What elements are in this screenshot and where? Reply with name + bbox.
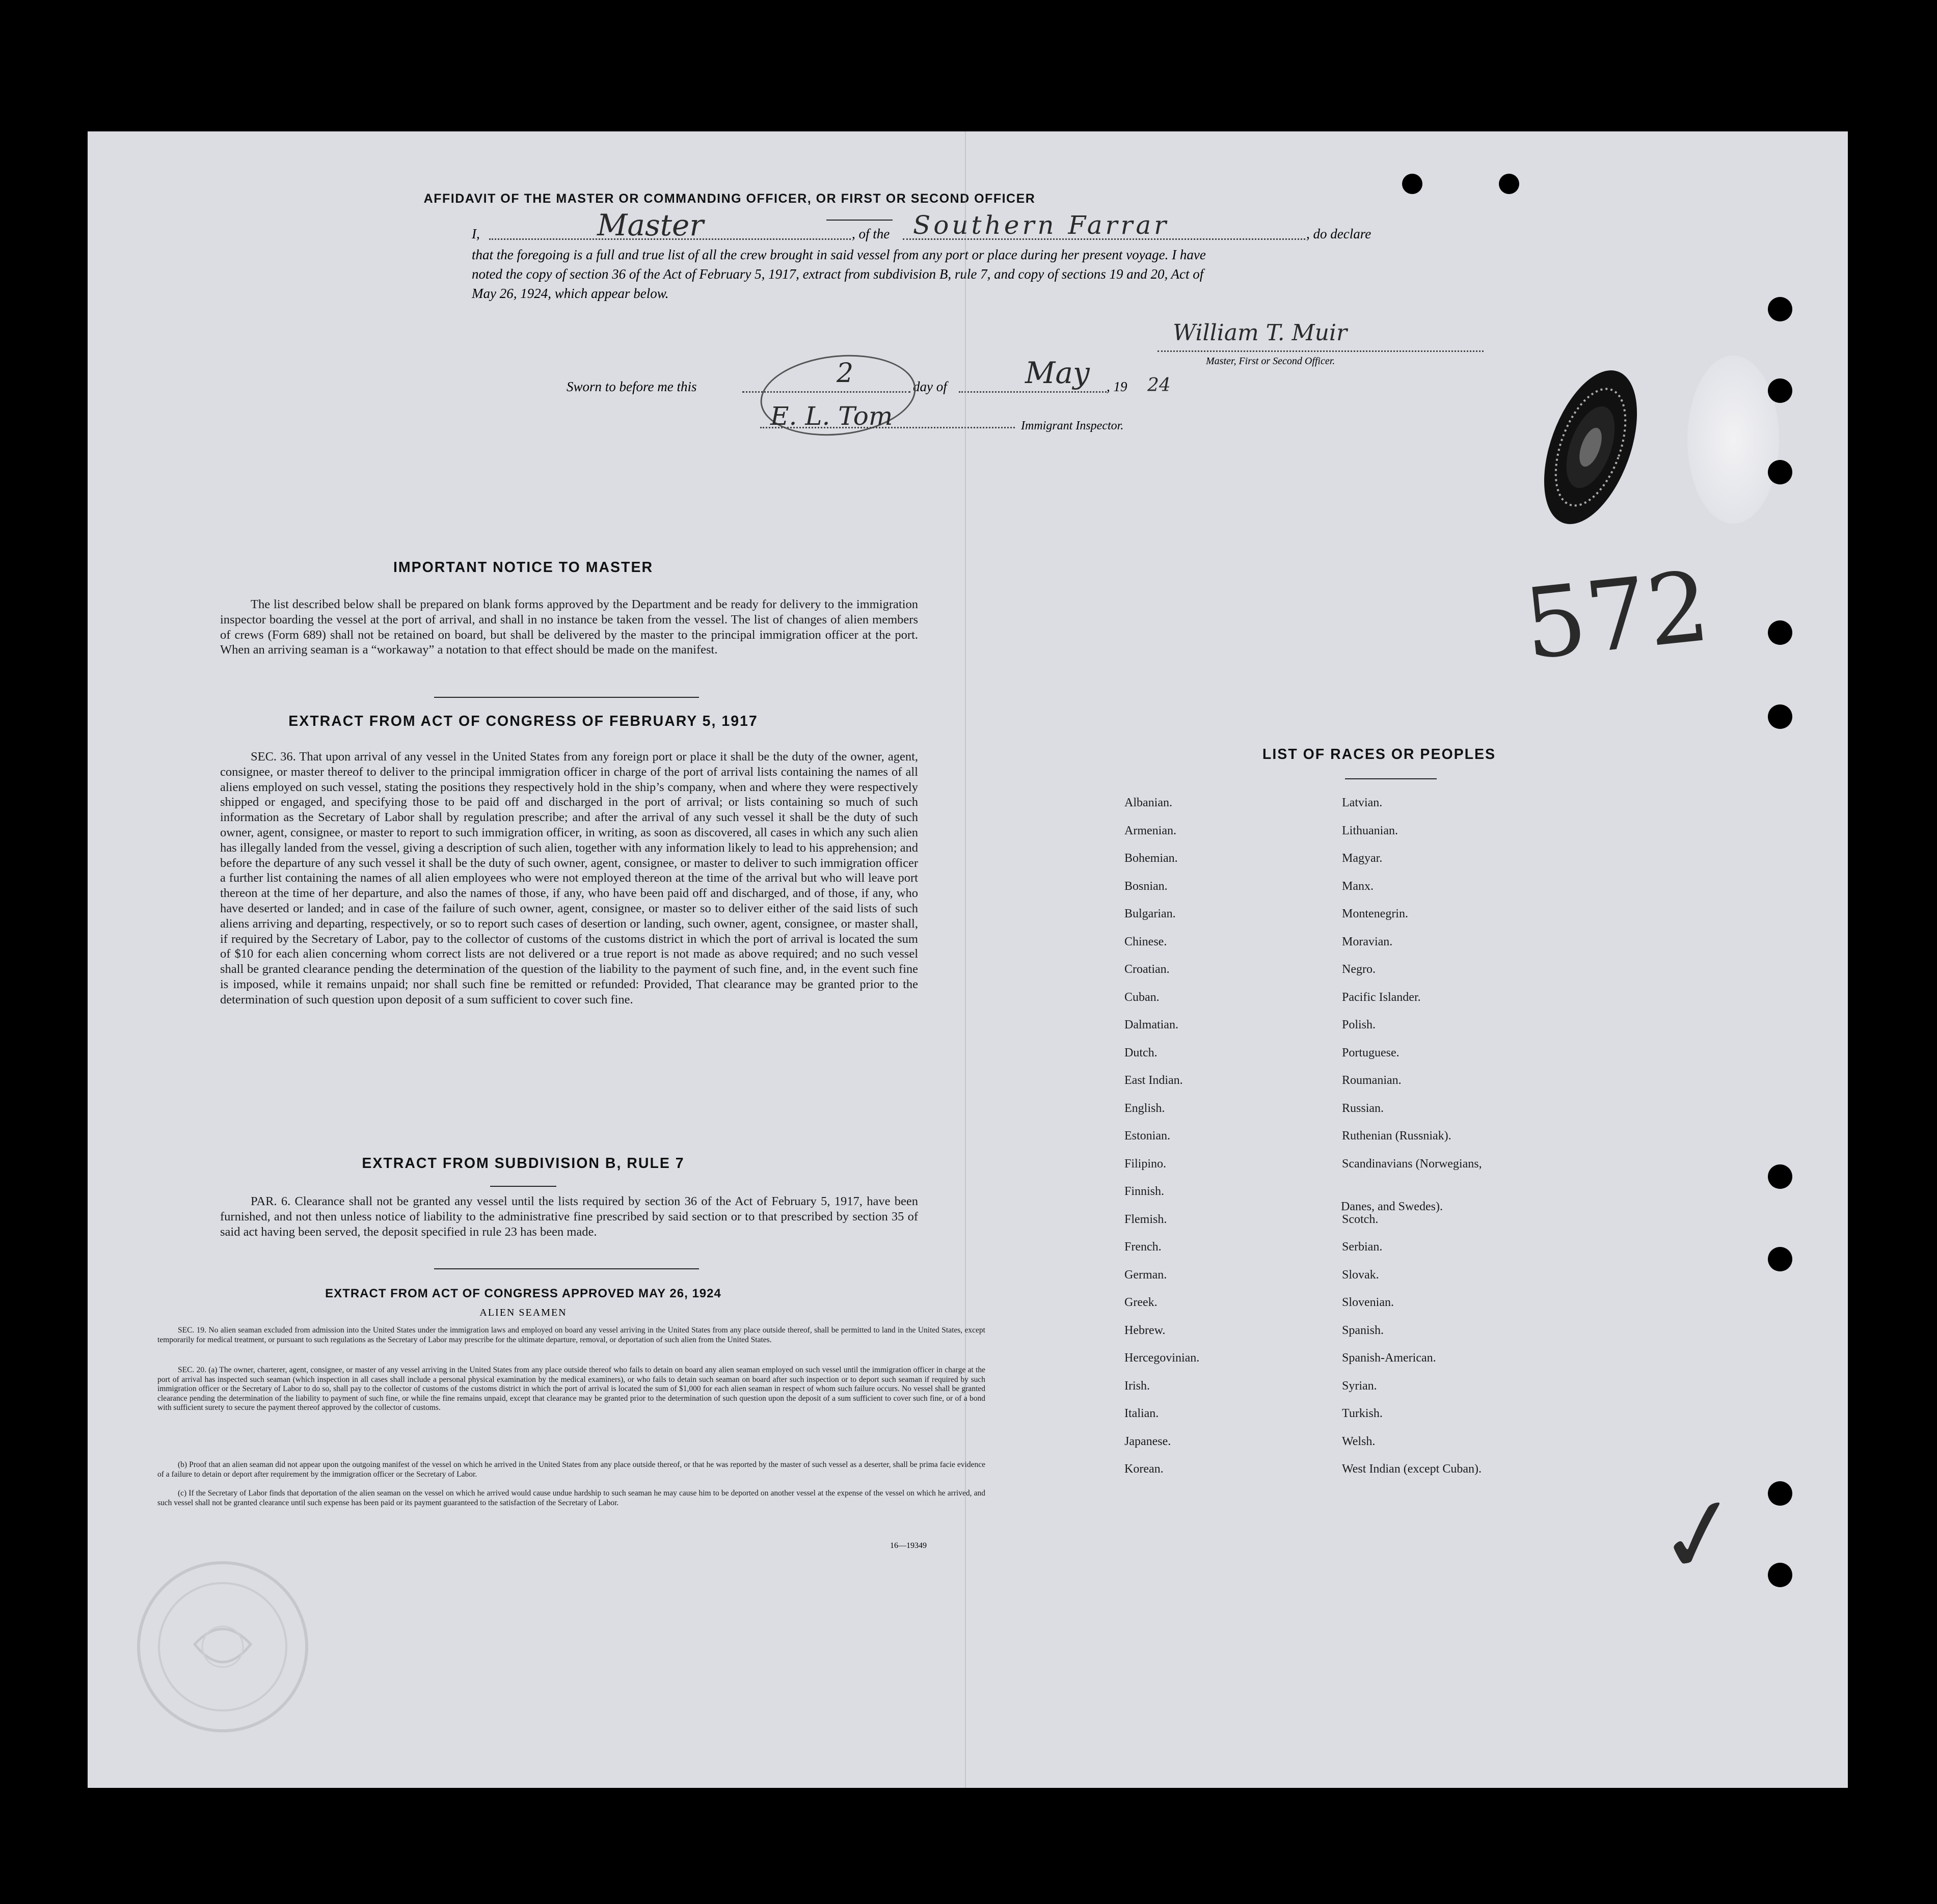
race-item: Hebrew. (1124, 1323, 1166, 1337)
seal-glue-stain (1687, 356, 1779, 524)
punch-hole (1768, 704, 1792, 729)
embossed-seal-icon (133, 1558, 312, 1736)
notice-title: IMPORTANT NOTICE TO MASTER (393, 559, 654, 576)
race-item: Dutch. (1124, 1046, 1158, 1059)
race-item: Scandinavians (Norwegians, (1342, 1157, 1482, 1171)
fold-line (965, 131, 966, 1788)
race-item: Armenian. (1124, 824, 1176, 837)
race-item: Russian. (1342, 1101, 1384, 1115)
affidavit-line2: that the foregoing is a full and true list of all the crew brought in said vessel from any port or place during her present voyage. I have (472, 247, 1206, 262)
race-item: Estonian. (1124, 1129, 1170, 1143)
affidavit-line1-suffix: , do declare (1306, 226, 1371, 241)
punch-hole (1768, 460, 1792, 484)
race-item: Pacific Islander. (1342, 990, 1421, 1004)
race-item: Portuguese. (1342, 1046, 1400, 1059)
race-item: Bulgarian. (1124, 907, 1176, 920)
notice-rule (434, 697, 699, 698)
sworn-month-blank (959, 391, 1107, 393)
race-item: Japanese. (1124, 1434, 1171, 1448)
race-item: German. (1124, 1268, 1167, 1282)
officer-signature-line (1158, 350, 1484, 352)
form-number: 16—19349 (890, 1541, 927, 1550)
extract-1924-title: EXTRACT FROM ACT OF CONGRESS APPROVED MAY 26, 1924 (325, 1287, 721, 1300)
race-item: English. (1124, 1101, 1165, 1115)
officer-signature: William T. Muir (1173, 320, 1348, 346)
race-item: Hercegovinian. (1124, 1351, 1200, 1365)
sworn-month-handwritten: May (1025, 356, 1090, 390)
inspector-signature: E. L. Tom (770, 401, 893, 431)
race-item: Bosnian. (1124, 879, 1168, 893)
extract-1924-sec20b: (b) Proof that an alien seaman did not appear upon the outgoing manifest of the vessel on which he arrived in the United States from any place outside thereof, or that he was reported by the master of such vessel as a deserter, shall be prima facie evidence of a failure to detain or deport after requirement by the immigration officer or the Secretary of Labor. (157, 1460, 985, 1479)
punch-hole (1402, 174, 1422, 194)
race-item: Greek. (1124, 1296, 1158, 1309)
race-item: Flemish. (1124, 1212, 1167, 1226)
race-item: Korean. (1124, 1462, 1164, 1476)
inspector-signature-line (760, 427, 1015, 428)
race-item: French. (1124, 1240, 1162, 1254)
extract-rule7-text: PAR. 6. Clearance shall not be granted any vessel until the lists required by section 36 of the Act of February 5, 1917, have been furnished, and not then unless notice of liability to the administrative fine prescribed by said section or to that prescribed by section 35 of said act having been served, the deposit specified in rule 23 has been made. (220, 1194, 918, 1239)
race-item: Negro. (1342, 963, 1376, 976)
race-item: Polish. (1342, 1018, 1376, 1031)
race-item: Filipino. (1124, 1157, 1167, 1171)
affidavit-title-rule (826, 220, 893, 221)
extract-1924-sec20a: SEC. 20. (a) The owner, charterer, agent, consignee, or master of any vessel arriving in the United States from any place outside thereof who fails to detain on board any alien seaman employed on such vessel until the immigration officer in charge at the port of arrival has inspected such seaman (which inspection in all cases shall include a personal physical examination by the medical examiners), or who fails to detain such seaman on board after such inspection or to deport such seaman if required by such immigration officer or the Secretary of Labor to do so, shall pay to the collector of customs of the customs district in which the port of arrival is located the sum of $1,000 for each alien seaman in respect of whom such failure occurs. No vessel shall be granted clearance pending the determination of the liability to payment of such fine, or while the fine remains unpaid, except that clearance may be granted prior to the determination of such question upon the deposit of a sum sufficient to cover such fine, or of a bond with sufficient surety to secure the payment thereof approved by the collector of customs. (157, 1366, 985, 1412)
sworn-prefix: Sworn to before me this (567, 379, 697, 394)
extract-1924-subtitle: ALIEN SEAMEN (479, 1307, 567, 1318)
punch-hole (1499, 174, 1519, 194)
race-item: Syrian. (1342, 1379, 1377, 1393)
affidavit-line4: May 26, 1924, which appear below. (472, 286, 669, 301)
notice-text: The list described below shall be prepared on blank forms approved by the Department and be ready for delivery to the immigration inspector boarding the vessel at the port of arrival, and shall in no instance be taken from the vessel. The list of changes of alien members of crews (Form 689) shall not be retained on board, but shall be delivered by the master to the principal immigration officer at the port. When an arriving seaman is a “workaway” a notation to that effect should be made on the manifest. (220, 597, 918, 657)
punch-hole (1768, 378, 1792, 403)
races-title: LIST OF RACES OR PEOPLES (1262, 746, 1496, 763)
race-item: Spanish. (1342, 1323, 1384, 1337)
race-item: Magyar. (1342, 852, 1383, 865)
race-item: Cuban. (1124, 990, 1160, 1004)
race-item: Slovak. (1342, 1268, 1379, 1282)
punch-hole (1768, 620, 1792, 645)
race-item: Lithuanian. (1342, 824, 1398, 837)
race-item: Manx. (1342, 879, 1374, 893)
extract-1917-title: EXTRACT FROM ACT OF CONGRESS OF FEBRUARY 5, 1917 (288, 713, 758, 729)
affidavit-line3: noted the copy of section 36 of the Act of February 5, 1917, extract from subdivision B, rule 7, and copy of sections 19 and 20, Act of (472, 266, 1204, 282)
rank-handwritten: Master (597, 208, 704, 242)
sworn-day-label: day of (913, 379, 947, 394)
race-item: Moravian. (1342, 935, 1393, 948)
race-item: Welsh. (1342, 1434, 1376, 1448)
punch-hole (1768, 1563, 1792, 1587)
race-item: West Indian (except Cuban). (1342, 1462, 1482, 1476)
race-item: East Indian. (1124, 1074, 1183, 1087)
race-item: Bohemian. (1124, 852, 1178, 865)
officer-caption: Master, First or Second Officer. (1206, 356, 1335, 367)
race-item: Ruthenian (Russniak). (1342, 1129, 1451, 1143)
race-item: Dalmatian. (1124, 1018, 1178, 1031)
extract-1924-sec20c: (c) If the Secretary of Labor finds that deportation of the alien seaman on the vessel on which he arrived would cause undue hardship to such seaman he may cause him to be deported on another vessel at the expense of the vessel on which he arrived, and such vessel shall not be granted clearance until such expense has been paid or its payment guaranteed to the satisfaction of the Secretary of Labor. (157, 1489, 985, 1507)
race-item: Slovenian. (1342, 1296, 1394, 1309)
seal-rosette-icon (1540, 361, 1642, 534)
punch-hole (1768, 297, 1792, 321)
race-item: Spanish-American. (1342, 1351, 1436, 1365)
race-item: Turkish. (1342, 1407, 1383, 1420)
affidavit-line1-mid: , of the (852, 226, 890, 241)
race-item: Danes, and Swedes). (1341, 1200, 1443, 1213)
race-item: Chinese. (1124, 935, 1167, 948)
race-item: Finnish. (1124, 1185, 1165, 1198)
extract-1924-sec19: SEC. 19. No alien seaman excluded from admission into the United States under the immigration laws and employed on board any vessel arriving in the United States from any place outside thereof, shall be permitted to land in the United States, except temporarily for medical treatment, or pursuant to such regulations as the Secretary of Labor may prescribe for the ultimate departure, removal, or deportation of such alien from the United States. (157, 1326, 985, 1344)
margin-check-handwritten: ✓ (1647, 1470, 1752, 1601)
margin-number-handwritten: 572 (1519, 550, 1715, 682)
race-item: Latvian. (1342, 796, 1383, 809)
sworn-year-label: , 19 (1107, 379, 1127, 394)
document-sheet (88, 131, 1848, 1788)
extract-rule7-title-rule (490, 1186, 556, 1187)
race-item: Irish. (1124, 1379, 1150, 1393)
extract-rule7-title: EXTRACT FROM SUBDIVISION B, RULE 7 (362, 1155, 685, 1172)
race-item: Scotch. (1342, 1212, 1379, 1226)
race-item: Croatian. (1124, 963, 1170, 976)
punch-hole (1768, 1481, 1792, 1506)
extract-rule7-rule (434, 1268, 699, 1269)
affidavit-line1-prefix: I, (472, 226, 480, 241)
extract-1917-text: SEC. 36. That upon arrival of any vessel in the United States from any foreign port or place it shall be the duty of the owner, agent, consignee, or master thereof to deliver to the principal immigration officer in charge of the port of arrival lists containing the names of all aliens employed on such vessel, stating the positions they respectively hold in the ship’s company, when and where they were respectively shipped or engaged, and specifying those to be paid off and discharged in the port of arrival; or lists containing so much of such information as the Secretary of Labor shall by regulation prescribe; and after the arrival of any such vessel it shall be the duty of such owner, agent, consignee, or master to report to such immigration officer, in writing, as soon as discovered, all cases in which any such alien has illegally landed from the vessel, giving a description of such alien, together with any information likely to lead to his apprehension; and before the departure of any such vessel it shall be the duty of such owner, agent, consignee, or master to deliver to such immigration officer a further list containing the names of all alien employees who were not employed thereon at the time of the arrival but who will leave port thereon at the time of her departure, and also the names of those, if any, who have been paid off and discharged, and of those, if any, who have deserted or landed; and in case of the failure of such owner, agent, consignee, or master so to deliver either of the said lists of such aliens arriving and departing, respectively, or so to report such cases of desertion or landing, such owner, agent, consignee, or master shall, if required by the Secretary of Labor, pay to the collector of customs of the customs district in which the port of arrival is located the sum of $10 for each alien concerning whom correct lists are not delivered or a true report is not made as above required; and no such vessel shall be granted clearance pending the determination of the question of the liability to the payment of such fine, and, in the event such fine is imposed, while it remains unpaid; nor shall such fine be remitted or refunded: Provided, That clearance may be granted prior to the determination of such question upon deposit of a sum sufficient to cover such fine. (220, 750, 918, 1007)
race-item: Italian. (1124, 1407, 1159, 1420)
vessel-handwritten: Southern Farrar (913, 210, 1170, 240)
race-item: Albanian. (1124, 796, 1172, 809)
punch-hole (1768, 1164, 1792, 1189)
race-item: Montenegrin. (1342, 907, 1408, 920)
sworn-year-handwritten: 24 (1147, 375, 1171, 396)
race-item: Roumanian. (1342, 1074, 1402, 1087)
affidavit-title: AFFIDAVIT OF THE MASTER OR COMMANDING OFFICER, OR FIRST OR SECOND OFFICER (423, 192, 1036, 206)
race-item: Serbian. (1342, 1240, 1383, 1254)
sworn-day-handwritten: 2 (837, 358, 854, 389)
races-title-rule (1345, 778, 1437, 779)
punch-hole (1768, 1247, 1792, 1271)
inspector-caption: Immigrant Inspector. (1021, 419, 1124, 432)
